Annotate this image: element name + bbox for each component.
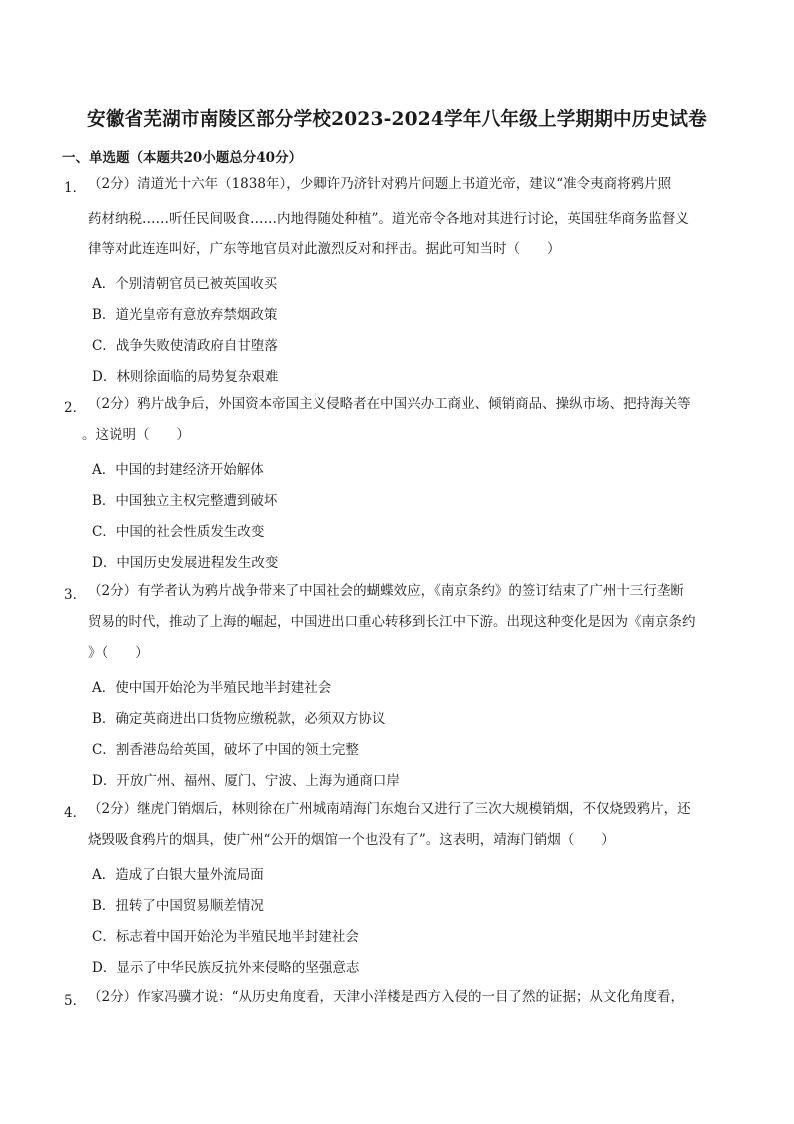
question-number: 2．	[64, 400, 87, 416]
option-d: D．中国历史发展进程发生改变	[92, 555, 279, 571]
option-d: D．林则徐面临的局势复杂艰难	[92, 369, 279, 385]
question-text-line: （2分）鸦片战争后，外国资本帝国主义侵略者在中国兴办工商业、倾销商品、操纵市场、把持海关等	[88, 396, 691, 412]
option-c: C．中国的社会性质发生改变	[92, 524, 265, 540]
option-c: C．割香港岛给英国，破坏了中国的领土完整	[92, 742, 359, 758]
option-a: A．使中国开始沦为半殖民地半封建社会	[92, 680, 332, 696]
option-d: D．开放广州、福州、厦门、宁波、上海为通商口岸	[92, 773, 400, 789]
question-number: 1．	[64, 180, 87, 196]
question-text-line: （2分）继虎门销烟后，林则徐在广州城南靖海门东炮台又进行了三次大规模销烟，不仅烧毁鸦片，还	[88, 801, 691, 817]
question-text-line: （2分）作家冯骥才说：“从历史角度看，天津小洋楼是西方入侵的一目了然的证据；从文化角度看，	[88, 989, 684, 1005]
option-d: D．显示了中华民族反抗外来侵略的坚强意志	[92, 960, 360, 976]
option-b: B．道光皇帝有意放弃禁烟政策	[92, 307, 278, 323]
question-text-line: 律等对此连连叫好，广东等地官员对此激烈反对和抨击。据此可知当时（ ）	[88, 241, 561, 257]
option-a: A．造成了白银大量外流局面	[92, 867, 264, 883]
question-text-line: 烧毁吸食鸦片的烟具，使广州“公开的烟馆一个也没有了”。这表明，靖海门销烟（ ）	[88, 832, 615, 848]
option-a: A．个别清朝官员已被英国收买	[92, 276, 278, 292]
option-b: B．扭转了中国贸易顺差情况	[92, 898, 264, 914]
question-text-line: 。这说明（ ）	[82, 427, 190, 443]
section-heading: 一、单选题（本题共20小题总分40分）	[62, 150, 303, 166]
question-number: 5．	[64, 993, 87, 1009]
question-number: 4．	[64, 805, 87, 821]
question-text-line: 》（ ）	[88, 645, 149, 661]
question-text-line: （2分）清道光十六年（1838年），少卿许乃济针对鸦片问题上书道光帝，建议“准令夷商将鸦片照	[88, 176, 672, 192]
question-number: 3．	[64, 587, 87, 603]
question-text-line: （2分）有学者认为鸦片战争带来了中国社会的蝴蝶效应，《南京条约》的签订结束了广州十三行垄断	[88, 583, 684, 599]
option-a: A．中国的封建经济开始解体	[92, 462, 264, 478]
option-c: C．标志着中国开始沦为半殖民地半封建社会	[92, 929, 359, 945]
option-b: B．确定英商进出口货物应缴税款，必须双方协议	[92, 711, 386, 727]
option-b: B．中国独立主权完整遭到破坏	[92, 493, 278, 509]
question-text-line: 贸易的时代，推动了上海的崛起，中国进出口重心转移到长江中下游。出现这种变化是因为《南京条约	[88, 614, 696, 630]
question-text-line: 药材纳税……听任民间吸食……内地得随处种植”。道光帝令各地对其进行讨论，英国驻华商务监督义	[88, 211, 689, 227]
exam-title: 安徽省芜湖市南陵区部分学校2023-2024学年八年级上学期期中历史试卷	[87, 108, 707, 130]
option-c: C．战争失败使清政府自甘堕落	[92, 338, 278, 354]
